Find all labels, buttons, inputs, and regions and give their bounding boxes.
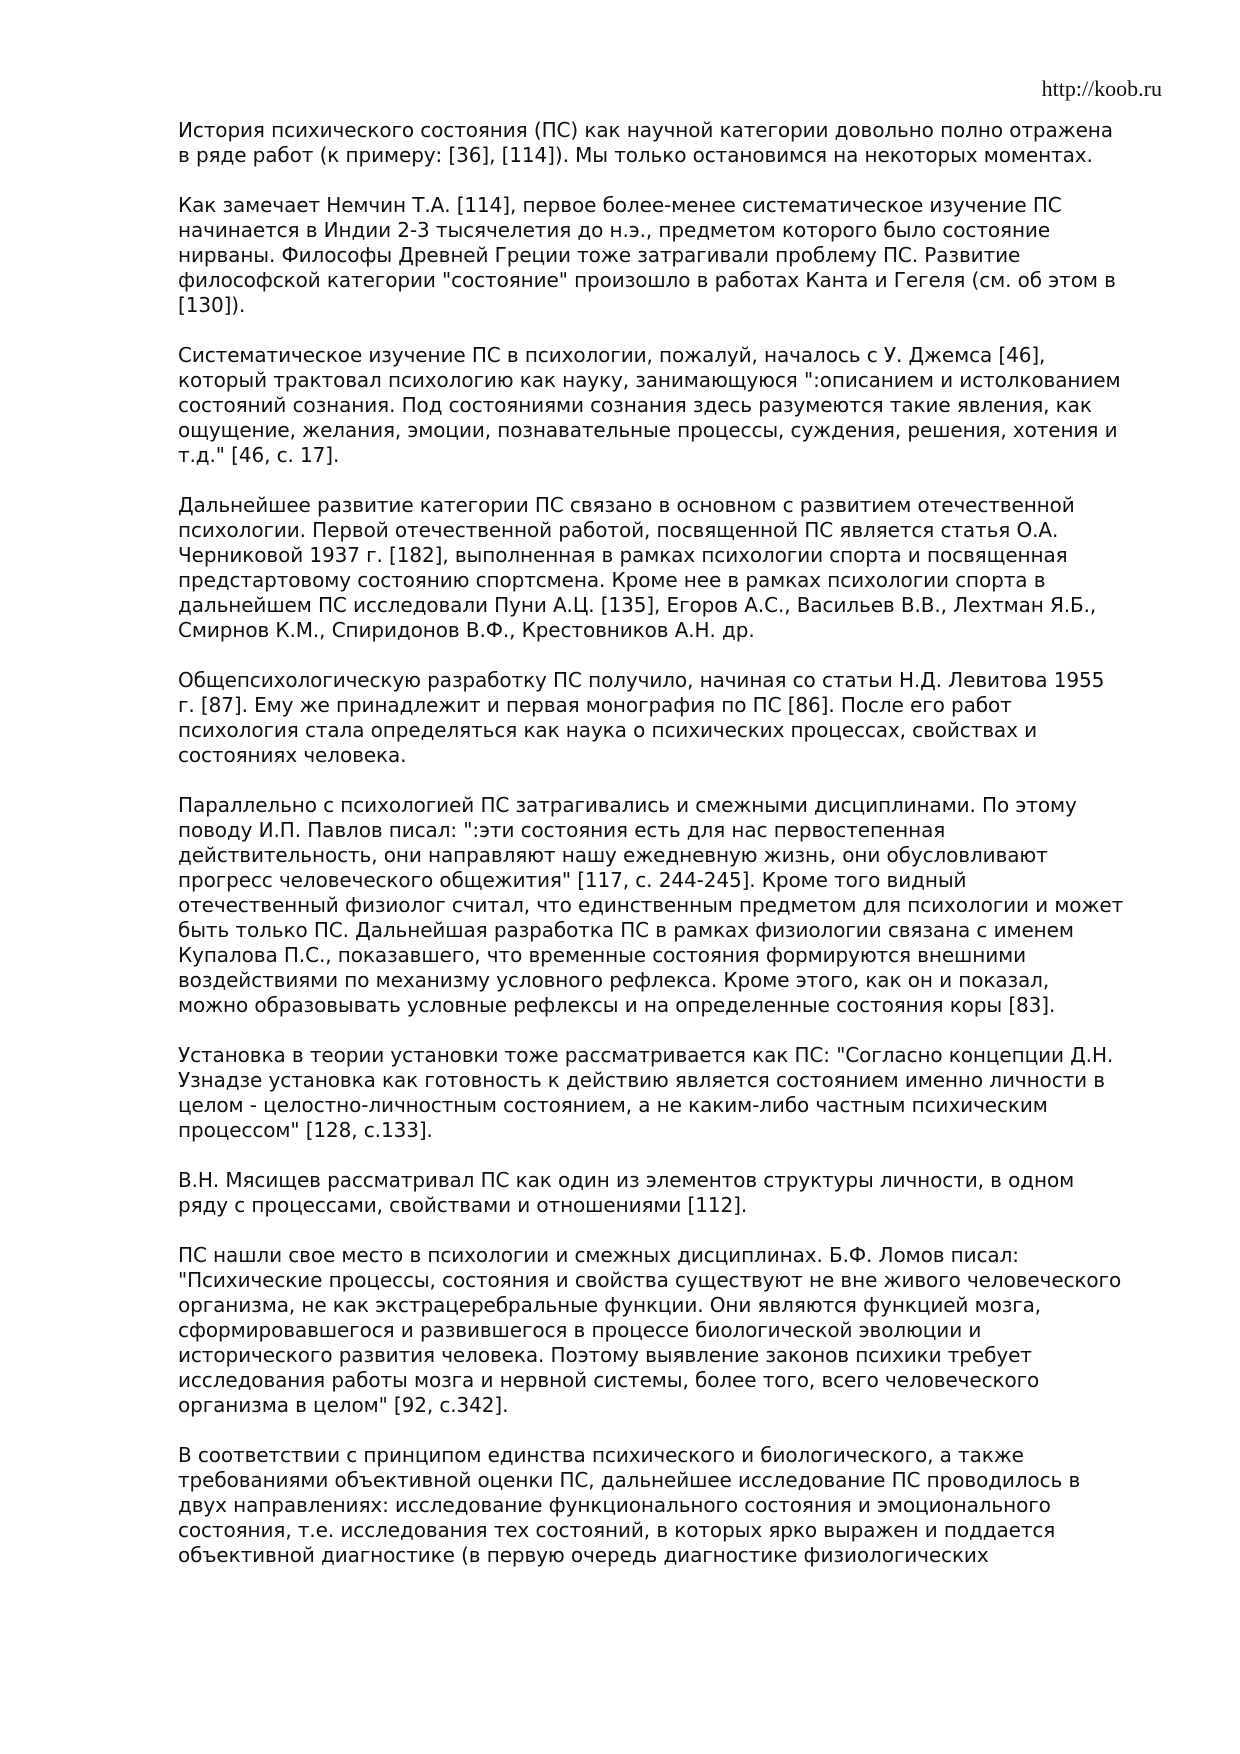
header-url: http://koob.ru [1041,76,1162,101]
paragraph-8: В.Н. Мясищев рассматривал ПС как один из элементов структуры личности, в одном ряду с процессами, свойствами и отношениями [112]. [178,1168,1075,1217]
paragraph-3: Систематическое изучение ПС в психологии, пожалуй, началось с У. Джемса [46], который трактовал психологию как науку, занимающуюся ":описанием и истолкованием состояний сознания. Под состояниями сознания здесь разумеются такие явления, как ощущение, желания, эмоции, познавательные процессы, суждения, решения, хотения и т.д." [46, с. 17]. [178,343,1121,467]
paragraph-1: История психического состояния (ПС) как научной категории довольно полно отражена в ряде работ (к примеру: [36], [114]). Мы только остановимся на некоторых моментах. [178,118,1113,167]
paragraph-7: Установка в теории установки тоже рассматривается как ПС: "Согласно концепции Д.Н. Узнадзе установка как готовность к действию является состоянием именно личности в целом - целостно-личностным состоянием, а не каким-либо частным психическим процессом" [128, с.133]. [178,1043,1114,1142]
paragraph-4: Дальнейшее развитие категории ПС связано в основном с развитием отечественной психологии. Первой отечественной работой, посвященной ПС является статья О.А. Черниковой 1937 г. [182], выполненная в рамках психологии спорта и посвященная предстартовому состоянию спортсмена. Кроме нее в рамках психологии спорта в дальнейшем ПС исследовали Пуни А.Ц. [135], Егоров А.С., Васильев В.В., Лехтман Я.Б., Смирнов К.М., Спиридонов В.Ф., Крестовников А.Н. др. [178,493,1097,642]
document-body [178,118,1168,1593]
paragraph-5: Общепсихологическую разработку ПС получило, начиная со статьи Н.Д. Левитова 1955 г. [87]. Ему же принадлежит и первая монография по ПС [86]. После его работ психология стала определяться как наука о психических процессах, свойствах и состояниях человека. [178,668,1105,767]
paragraph-10: В соответствии с принципом единства психического и биологического, а также требованиями объективной оценки ПС, дальнейшее исследование ПС проводилось в двух направлениях: исследование функционального состояния и эмоционального состояния, т.е. исследования тех состояний, в которых ярко выражен и поддается объективной диагностике (в первую очередь диагностике физиологических [178,1443,1081,1567]
paragraph-2: Как замечает Немчин Т.А. [114], первое более-менее систематическое изучение ПС начинается в Индии 2-3 тысячелетия до н.э., предметом которого было состояние нирваны. Философы Древней Греции тоже затрагивали проблему ПС. Развитие философской категории "состояние" произошло в работах Канта и Гегеля (см. об этом в [130]). [178,193,1116,317]
paragraph-9: ПС нашли свое место в психологии и смежных дисциплинах. Б.Ф. Ломов писал: "Психические процессы, состояния и свойства существуют не вне живого человеческого организма, не как экстрацеребральные функции. Они являются функцией мозга, сформировавшегося и развившегося в процессе биологической эволюции и исторического развития человека. Поэтому выявление законов психики требует исследования работы мозга и нервной системы, более того, всего человеческого организма в целом" [92, с.342]. [178,1243,1122,1417]
paragraph-6: Параллельно с психологией ПС затрагивались и смежными дисциплинами. По этому поводу И.П. Павлов писал: ":эти состояния есть для нас первостепенная действительность, они направляют нашу ежедневную жизнь, они обусловливают прогресс человеческого общежития" [117, с. 244-245]. Кроме того видный отечественный физиолог считал, что единственным предметом для психологии и может быть только ПС. Дальнейшая разработка ПС в рамках физиологии связана с именем Купалова П.С., показавшего, что временные состояния формируются внешними воздействиями по механизму условного рефлекса. Кроме этого, как он и показал, можно образовывать условные рефлексы и на определенные состояния коры [83]. [178,793,1124,1017]
